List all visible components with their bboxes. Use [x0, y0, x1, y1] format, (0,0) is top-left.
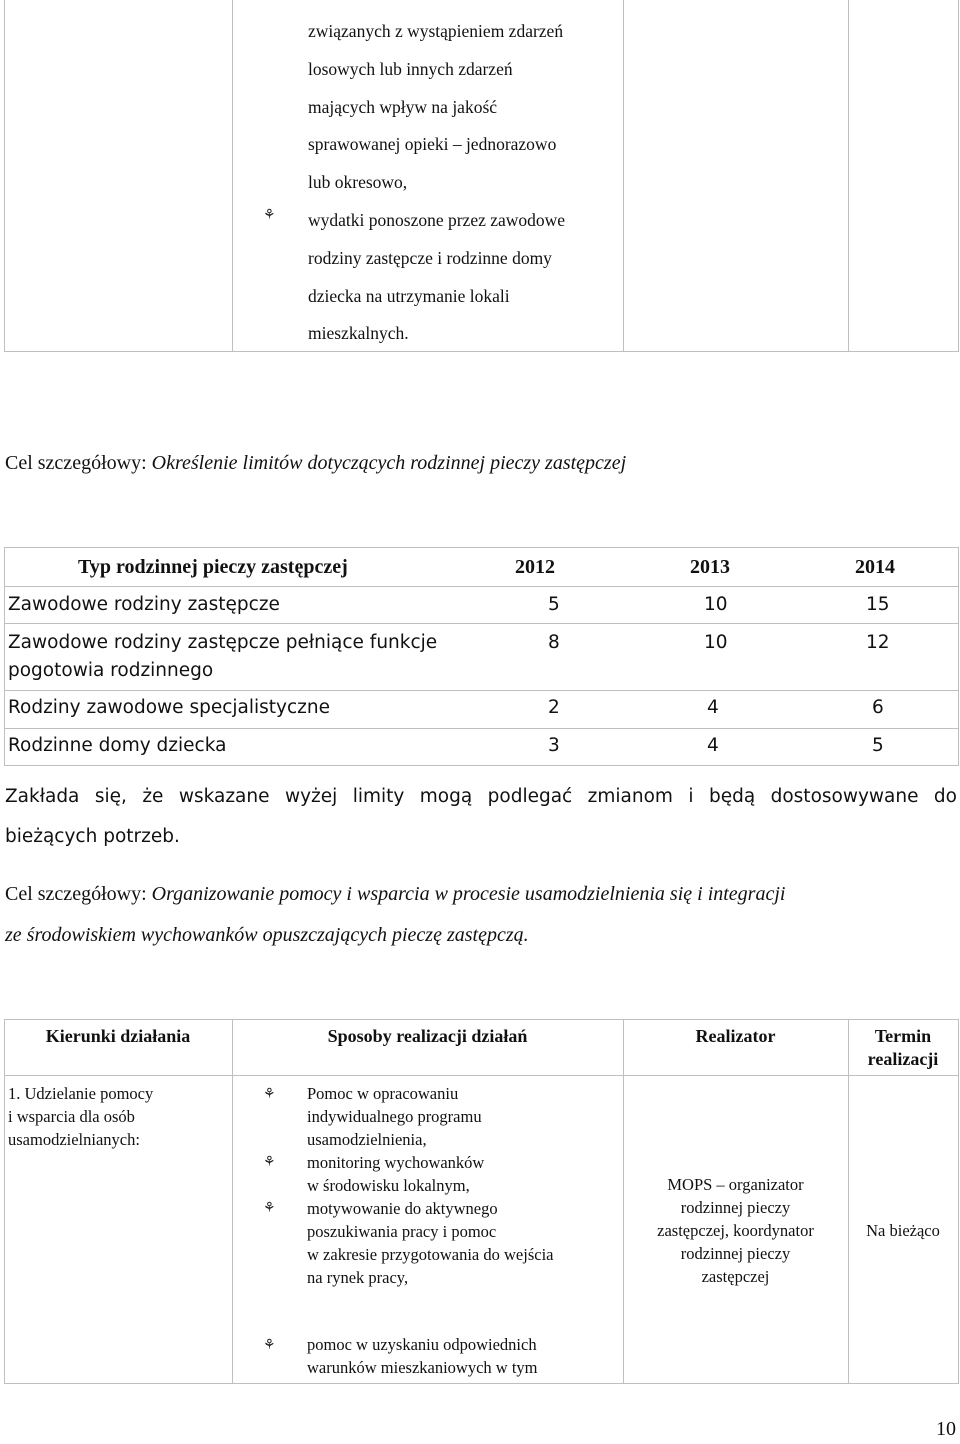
text-line: warunków mieszkaniowych w tym — [307, 1358, 538, 1377]
column-header: 2013 — [690, 556, 730, 578]
text-line: pomoc w uzyskaniu odpowiednich — [307, 1335, 537, 1354]
row-label: pogotowia rodzinnego — [8, 660, 214, 681]
goal-heading-2-cont — [5, 924, 529, 947]
table-border — [4, 586, 959, 587]
goal-text: Określenie limitów dotyczących rodzinnej pieczy zastępczej — [151, 452, 627, 474]
text-line: w środowisku lokalnym, — [307, 1176, 470, 1195]
methods-cell — [307, 1082, 554, 1289]
bullet-icon: ⚘ — [263, 208, 276, 223]
text-line: 1. Udzielanie pomocy — [8, 1084, 154, 1103]
cell-value: 5 — [548, 594, 560, 615]
column-header: Kierunki działania — [45, 1026, 191, 1046]
table-border — [4, 623, 959, 624]
table-border — [4, 1075, 959, 1076]
table-border — [4, 1019, 959, 1020]
executor-cell — [623, 1173, 848, 1288]
table-border — [232, 0, 233, 352]
table-border — [4, 547, 959, 548]
column-header: Realizator — [695, 1026, 776, 1046]
column-header: Typ rodzinnej pieczy zastępczej — [78, 556, 348, 578]
text-line: w zakresie przygotowania do wejścia — [307, 1245, 554, 1264]
text-line: związanych z wystąpieniem zdarzeń — [308, 21, 564, 41]
top-cell-text — [308, 20, 565, 360]
column-header: Sposoby realizacji działań — [327, 1026, 528, 1046]
table-border — [4, 1019, 5, 1384]
goal-prefix: Cel szczegółowy: — [5, 883, 147, 905]
text-line: usamodzielnianych: — [8, 1130, 140, 1149]
text-line: rodzinnej pieczy — [680, 1244, 791, 1263]
row-label: Zawodowe rodziny zastępcze — [8, 594, 280, 615]
goal-text: Organizowanie pomocy i wsparcia w procesie usamodzielnienia się i integracji — [151, 883, 786, 905]
text-line: lub okresowo, — [308, 172, 408, 193]
goal-prefix: Cel szczegółowy: — [5, 452, 147, 474]
cell-value: 6 — [872, 697, 884, 718]
text-line: rodzinnej pieczy — [680, 1198, 791, 1217]
cell-value: 5 — [872, 735, 884, 756]
text-line: mieszkalnych. — [308, 323, 409, 344]
cell-value: 4 — [707, 735, 719, 756]
text-line: rodziny zastępcze i rodzinne domy — [308, 247, 552, 268]
paragraph-line: bieżących potrzeb. — [5, 826, 180, 847]
text-line: zastępczej, koordynator — [657, 1221, 814, 1240]
table-border — [4, 0, 5, 352]
cell-value: 10 — [704, 594, 728, 615]
column-header: Termin — [874, 1026, 932, 1046]
cell-value: 4 — [707, 697, 719, 718]
column-header: 2012 — [515, 556, 555, 578]
paragraph-line: Zakłada się, że wskazane wyżej limity mogą podlegać zmianom i będą dostosowywane do — [5, 786, 957, 807]
page-number: 10 — [936, 1418, 956, 1440]
table-border — [232, 1019, 233, 1384]
table-border — [958, 1019, 959, 1384]
bullet-icon: ⚘ — [263, 1155, 276, 1170]
table-border — [4, 690, 959, 691]
bullet-icon: ⚘ — [263, 1087, 276, 1102]
table-border — [4, 728, 959, 729]
table-border — [958, 0, 959, 352]
table-border — [4, 1383, 959, 1384]
text-line: na rynek pracy, — [307, 1268, 409, 1287]
text-line: indywidualnego programu — [307, 1107, 482, 1126]
goal-heading-2 — [5, 883, 785, 906]
text-line: zastępczej — [701, 1267, 770, 1286]
text-line: MOPS – organizator — [667, 1175, 804, 1194]
table-border — [4, 765, 959, 766]
cell-value: 15 — [866, 594, 890, 615]
table-border — [623, 0, 624, 352]
column-header: realizacji — [867, 1049, 939, 1069]
text-line: poszukiwania pracy i pomoc — [307, 1222, 497, 1241]
text-line: i wsparcia dla osób — [8, 1107, 135, 1126]
goal-text: ze środowiskiem wychowanków opuszczających pieczę zastępczą. — [5, 924, 529, 946]
direction-cell — [8, 1082, 153, 1151]
cell-value: 8 — [548, 632, 560, 653]
text-line: monitoring wychowanków — [307, 1153, 485, 1172]
goal-heading-1 — [5, 452, 626, 475]
bullet-icon: ⚘ — [263, 1201, 276, 1216]
table-border — [958, 547, 959, 766]
text-line: losowych lub innych zdarzeń — [308, 58, 513, 79]
row-label: Rodziny zawodowe specjalistyczne — [8, 697, 330, 718]
text-line: Pomoc w opracowaniu — [307, 1084, 459, 1103]
deadline-cell: Na bieżąco — [866, 1221, 940, 1240]
table-border — [848, 1019, 849, 1384]
cell-value: 10 — [704, 632, 728, 653]
methods-cell-2 — [307, 1333, 538, 1379]
cell-value: 3 — [548, 735, 560, 756]
table-border — [848, 0, 849, 352]
text-line: usamodzielnienia, — [307, 1130, 427, 1149]
cell-value: 2 — [548, 697, 560, 718]
cell-value: 12 — [866, 632, 890, 653]
row-label: Rodzinne domy dziecka — [8, 735, 227, 756]
text-line: dziecka na utrzymanie lokali — [308, 285, 510, 306]
bullet-icon: ⚘ — [263, 1338, 276, 1353]
column-header: 2014 — [855, 556, 895, 578]
row-label: Zawodowe rodziny zastępcze pełniące funkcje — [8, 632, 438, 653]
text-line: wydatki ponoszone przez zawodowe — [308, 209, 566, 230]
text-line: motywowanie do aktywnego — [307, 1199, 498, 1218]
text-line: mających wpływ na jakość — [308, 96, 498, 117]
table-border — [4, 547, 5, 766]
text-line: sprawowanej opieki – jednorazowo — [308, 134, 557, 155]
